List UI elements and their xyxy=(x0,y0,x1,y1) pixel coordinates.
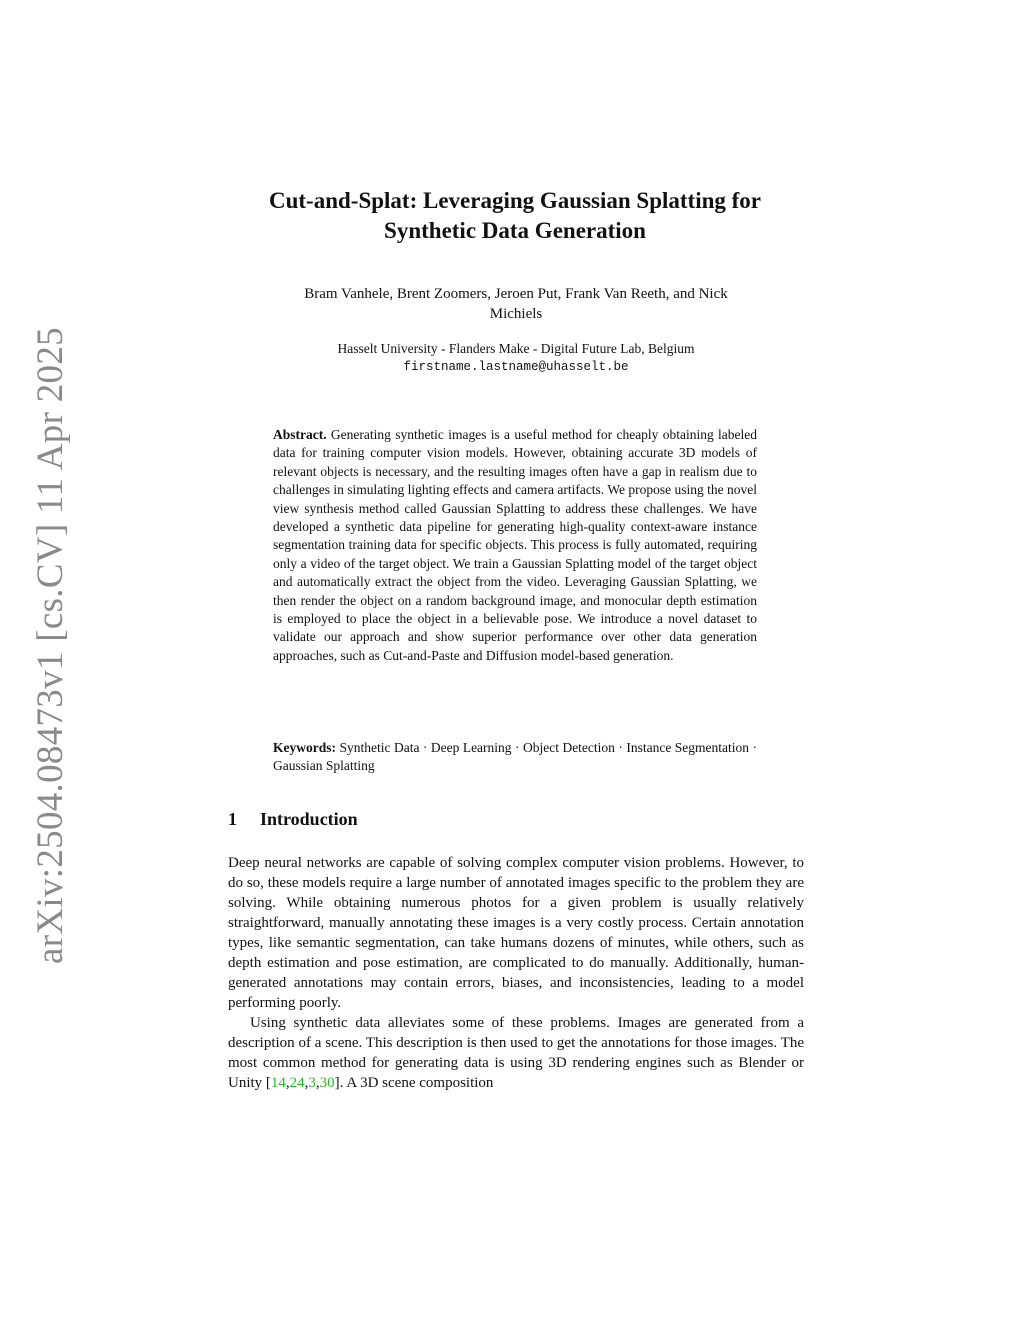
paper-title xyxy=(200,186,830,246)
citation-link[interactable]: 3 xyxy=(308,1075,316,1091)
keywords-label: Keywords: xyxy=(273,740,336,755)
keywords xyxy=(273,739,757,776)
affiliation: Hasselt University - Flanders Make - Digital Future Lab, Belgium xyxy=(337,341,695,356)
title-line-2: Synthetic Data Generation xyxy=(384,218,646,243)
introduction-body xyxy=(228,853,804,1093)
section-heading xyxy=(228,809,358,830)
abstract-label: Abstract. xyxy=(273,427,327,442)
paragraph-1: Deep neural networks are capable of solving complex computer vision problems. However, to do so, these models require a large number of annotated images specific to the problem they are solving. While obtaining numerous photos for a given problem is usually relatively straightforward, manually annotating these images is a very costly process. Certain annotation types, like semantic segmentation, can take humans dozens of minutes, while others, such as depth estimation and pose estimation, are complicated to do manually. Additionally, human-generated annotations may contain errors, biases, and inconsistencies, leading to a model performing poorly. xyxy=(228,855,804,1011)
abstract xyxy=(273,426,757,665)
title-line-1: Cut-and-Splat: Leveraging Gaussian Splatting for xyxy=(268,188,761,213)
paragraph-2-tail: ]. A 3D scene composition xyxy=(334,1075,494,1091)
paragraph-2: Using synthetic data alleviates some of these problems. Images are generated from a description of a scene. This description is then used to get the annotations for those images. The most common method for generating data is using 3D rendering engines such as Blender or Unity [14,24,3,30]. A 3D scene composition xyxy=(228,1015,804,1091)
authors-line-1: Bram Vanhele, Brent Zoomers, Jeroen Put, Frank Van Reeth, and Nick xyxy=(304,286,728,302)
citation-link[interactable]: 24 xyxy=(289,1075,305,1091)
arxiv-stamp xyxy=(24,326,76,964)
authors-line-2: Michiels xyxy=(489,306,543,322)
keywords-text: Synthetic Data · Deep Learning · Object Detection · Instance Segmentation · Gaussian Splatting xyxy=(273,740,757,774)
section-title: Introduction xyxy=(260,809,358,829)
author-list xyxy=(228,284,804,324)
arxiv-identifier: arXiv:2504.08473v1 [cs.CV] 11 Apr 2025 xyxy=(29,326,71,964)
affiliation-block xyxy=(228,340,804,376)
citation-link[interactable]: 14 xyxy=(270,1075,286,1091)
author-email: firstname.lastname@uhasselt.be xyxy=(403,360,629,374)
section-number: 1 xyxy=(228,809,237,829)
paragraph-2-text: Using synthetic data alleviates some of these problems. Images are generated from a description of a scene. This description is then used to get the annotations for those images. The most common method for generating data is using 3D rendering engines such as Blender or Unity [ xyxy=(228,1015,804,1091)
citation-link[interactable]: 30 xyxy=(319,1075,335,1091)
abstract-text: Generating synthetic images is a useful method for cheaply obtaining labeled data for training computer vision models. However, obtaining accurate 3D models of relevant objects is necessary, and the resulting images often have a gap in realism due to challenges in simulating lighting effects and camera artifacts. We propose using the novel view synthesis method called Gaussian Splatting to address these challenges. We have developed a synthetic data pipeline for generating high-quality context-aware instance segmentation training data for specific objects. This process is fully automated, requiring only a video of the target object. We train a Gaussian Splatting model of the target object and automatically extract the object from the video. Leveraging Gaussian Splatting, we then render the object on a random background image, and monocular depth estimation is employed to place the object in a believable pose. We introduce a novel dataset to validate our approach and show superior performance over other data generation approaches, such as Cut-and-Paste and Diffusion model-based generation. xyxy=(273,427,757,663)
